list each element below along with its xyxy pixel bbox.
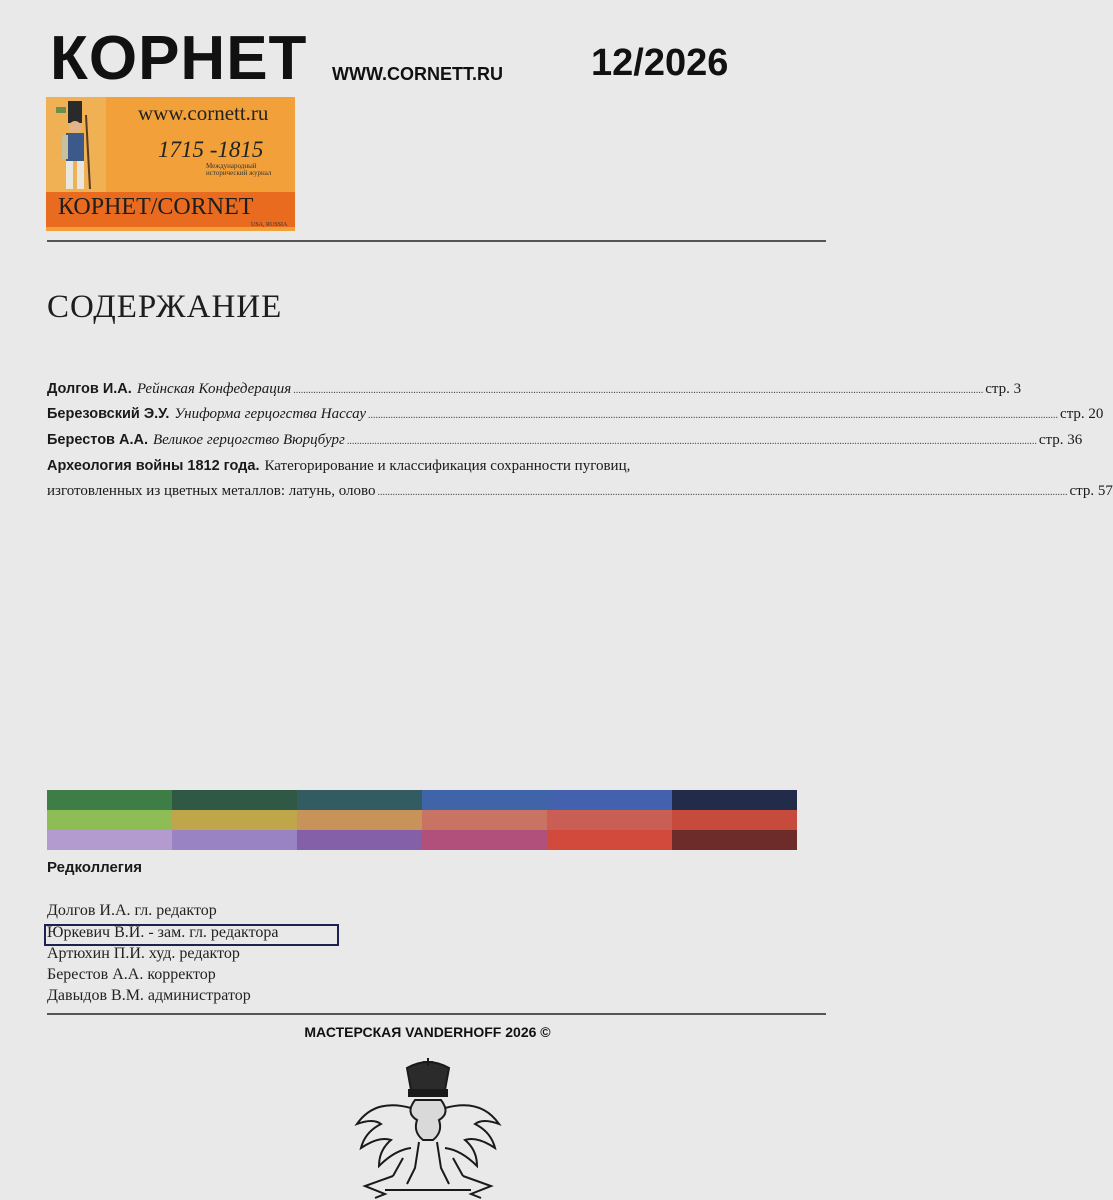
toc-author: Археология войны 1812 года. <box>47 458 260 474</box>
toc-entry[interactable] <box>47 458 826 475</box>
toc-leader: .................................................................................................................................................................................................................................................................................... <box>346 436 1037 447</box>
website-url[interactable]: WWW.CORNETT.RU <box>332 64 503 84</box>
toc-page: стр. 3 <box>985 381 1022 397</box>
toc-page: стр. 36 <box>1038 432 1083 448</box>
color-swatch <box>547 830 672 850</box>
color-swatch <box>547 790 672 810</box>
banner-region: USA, RUSSIA <box>251 222 288 228</box>
imperial-eagle-icon <box>345 1058 511 1200</box>
color-swatch-grid <box>47 790 797 850</box>
banner-brand: КОРНЕТ/CORNET <box>58 194 254 220</box>
toc-leader: .................................................................................................................................................................................................................................................................................... <box>368 410 1059 421</box>
divider <box>47 1013 826 1015</box>
toc-leader: .................................................................................................................................................................................................................................................................................... <box>377 487 1068 498</box>
color-swatch <box>297 790 422 810</box>
toc-page: стр. 57 <box>1069 483 1113 499</box>
banner-years: 1715 -1815 <box>158 137 264 162</box>
divider <box>47 240 826 242</box>
toc-entry-continued[interactable] <box>47 483 1113 500</box>
toc-entry[interactable] <box>47 432 1083 449</box>
color-swatch <box>47 810 172 830</box>
color-swatch <box>47 830 172 850</box>
color-swatch <box>172 790 297 810</box>
color-swatch <box>297 810 422 830</box>
toc-author: Долгов И.А. <box>47 381 132 397</box>
editorial-board-title: Редколлегия <box>47 859 143 876</box>
toc-leader: .................................................................................................................................................................................................................................................................................... <box>293 385 984 396</box>
banner-subtitle: Международный исторический журнал <box>206 162 272 177</box>
toc-title: Рейнская Конфедерация <box>136 381 292 397</box>
soldier-illustration-icon <box>46 97 106 197</box>
cornet-banner <box>46 97 295 231</box>
color-swatch <box>672 830 797 850</box>
board-member: Юркевич В.И. - зам. гл. редактора <box>47 924 279 941</box>
toc-author: Берестов А.А. <box>47 432 148 448</box>
toc-entry[interactable] <box>47 406 1104 423</box>
color-swatch <box>422 830 547 850</box>
issue-number: 12/2026 <box>591 42 729 84</box>
selection-highlight-box <box>44 924 339 946</box>
board-member: Артюхин П.И. худ. редактор <box>47 945 240 962</box>
banner-site: www.cornett.ru <box>138 101 269 125</box>
toc-title: Униформа герцогства Нассау <box>174 406 367 422</box>
toc-title: Великое герцогство Вюрцбург <box>153 432 345 448</box>
color-swatch <box>672 790 797 810</box>
color-swatch <box>422 810 547 830</box>
color-swatch <box>47 790 172 810</box>
board-member: Долгов И.А. гл. редактор <box>47 902 217 919</box>
magazine-title: КОРНЕТ <box>50 24 308 93</box>
board-member: Берестов А.А. корректор <box>47 966 216 983</box>
toc-entry[interactable] <box>47 381 1022 398</box>
toc-title-continued: изготовленных из цветных металлов: латунь, олово <box>47 483 376 499</box>
color-swatch <box>172 810 297 830</box>
board-member: Давыдов В.М. администратор <box>47 987 251 1004</box>
color-swatch <box>672 810 797 830</box>
color-swatch <box>172 830 297 850</box>
color-swatch <box>297 830 422 850</box>
contents-heading: СОДЕРЖАНИЕ <box>47 289 283 325</box>
toc-title: Категорирование и классификация сохранности пуговиц, <box>264 458 631 474</box>
footer-copyright: МАСТЕРСКАЯ VANDERHOFF 2026 © <box>304 1024 551 1040</box>
toc-author: Березовский Э.У. <box>47 406 170 422</box>
color-swatch <box>422 790 547 810</box>
color-swatch <box>547 810 672 830</box>
toc-page: стр. 20 <box>1060 406 1104 422</box>
